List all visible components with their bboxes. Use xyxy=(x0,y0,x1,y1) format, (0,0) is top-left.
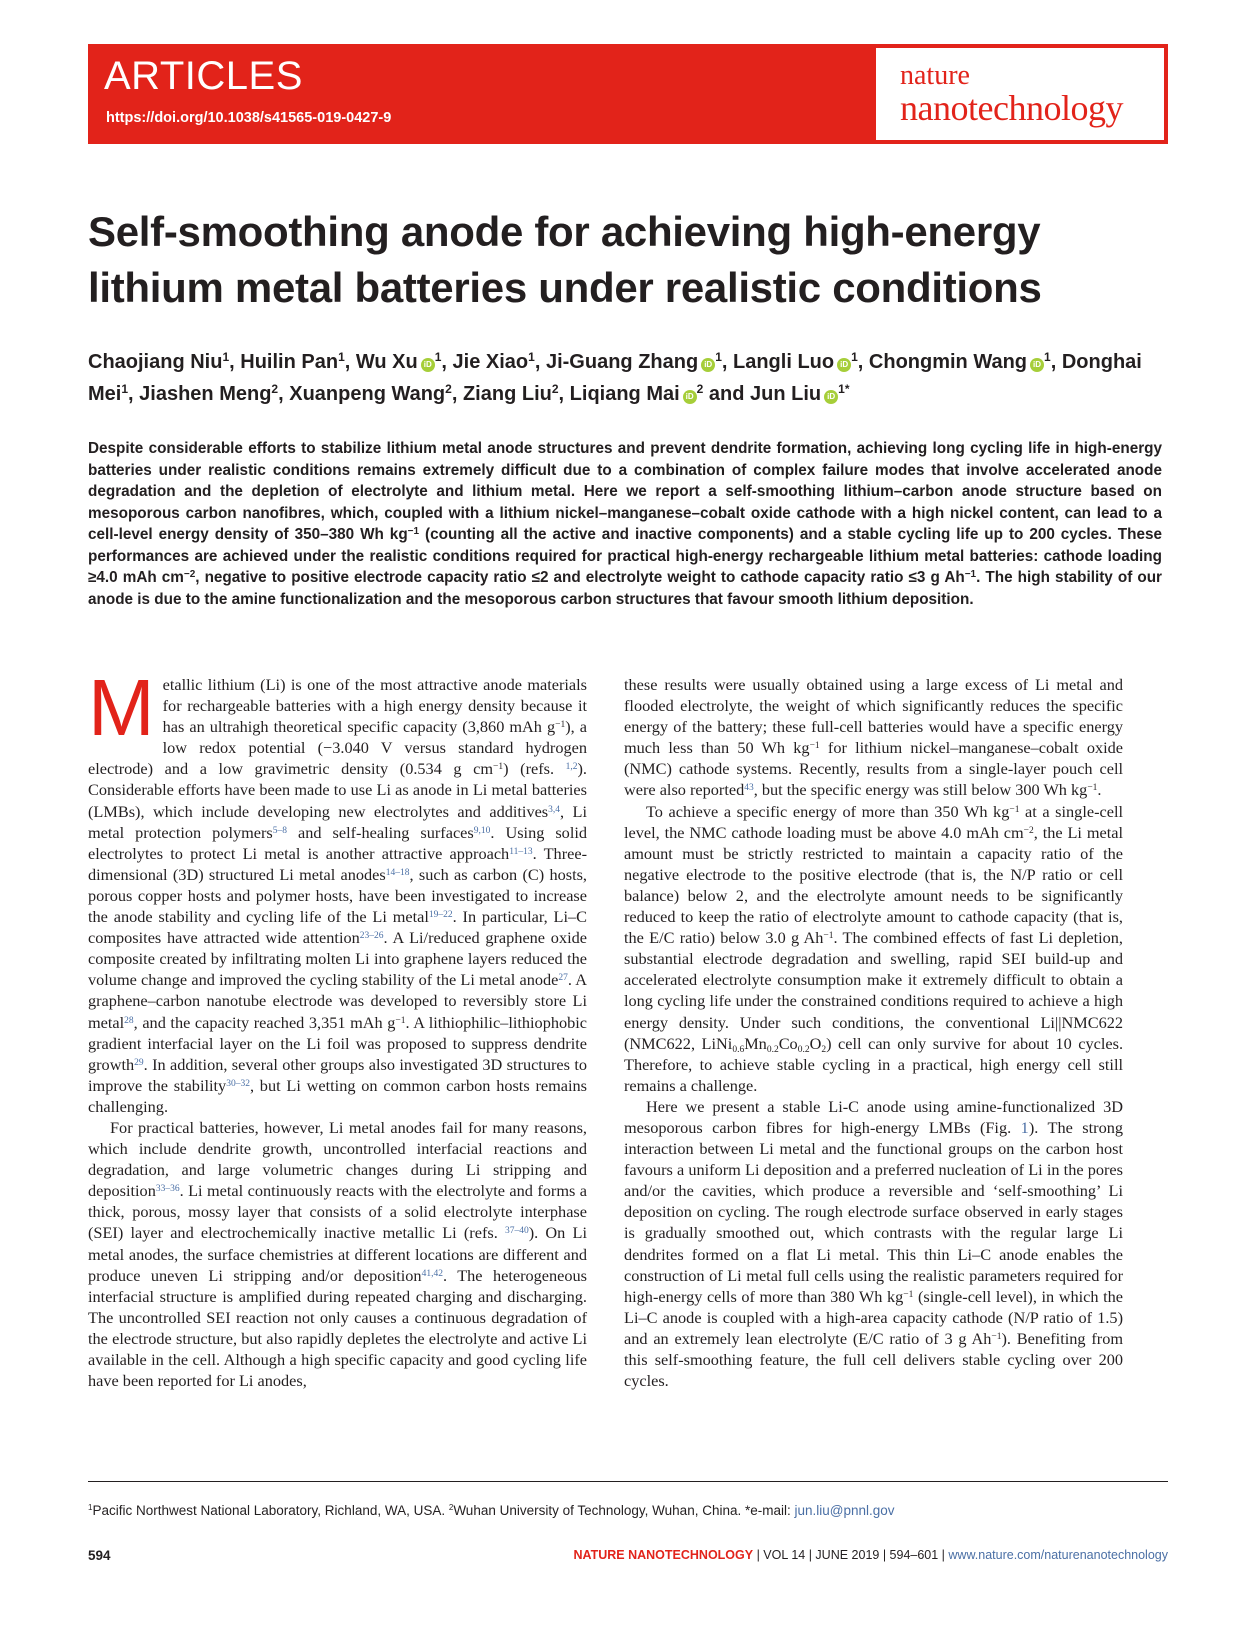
text-run: ) (refs. xyxy=(503,759,566,779)
text-run: , but Li wetting on common carbon hosts remains challenging. xyxy=(88,1075,587,1116)
author-name: Liqiang Mai xyxy=(569,383,680,405)
footnote-divider xyxy=(88,1481,1168,1482)
logo-line1: nature xyxy=(900,60,970,91)
affiliations-footnote xyxy=(88,1503,1168,1518)
drop-cap: M xyxy=(88,663,155,752)
author-affiliation-mark: 1 xyxy=(222,350,230,364)
text-run: and self-healing surfaces xyxy=(287,822,474,842)
superscript: −1 xyxy=(964,569,977,580)
text-run: for lithium nickel–manganese–cobalt oxide (NMC) cathode systems. Recently, results from a single-layer pouch cell were also reported xyxy=(624,738,1123,800)
orcid-icon[interactable]: iD xyxy=(421,358,435,372)
text-run: , but the specific energy was still below 300 Wh kg xyxy=(753,780,1088,800)
section-label: ARTICLES xyxy=(104,54,303,98)
author-separator: , xyxy=(534,351,546,373)
text-run: To achieve a specific energy of more than 350 Wh kg xyxy=(646,801,1010,821)
text-run: ). The strong interaction between Li metal and the functional groups on the carbon host favours a uniform Li deposition and a preferred nucleation of Li in the pores and/or the cavities, which produce a reversible and ‘self-smoothing’ Li deposition on cycling. The rough electrode surface observed in early stages is gradually smoothed out, which contrasts with the regular large Li dendrites formed on a flat Li metal. This thin Li–C anode enables the construction of Li metal full cells using the realistic parameters required for high-energy cells of more than 380 Wh kg xyxy=(624,1117,1124,1306)
author-name: Chongmin Wang xyxy=(868,351,1028,373)
superscript: −1 xyxy=(903,1289,914,1300)
superscript: −1 xyxy=(395,1015,406,1026)
author-name: Ziang Liu xyxy=(462,383,552,405)
citation-ref[interactable]: 3,4 xyxy=(548,804,561,815)
author-separator: and xyxy=(703,383,751,405)
author-affiliation-mark: 2 xyxy=(551,382,559,396)
author-name: Donghai Mei xyxy=(88,351,1142,405)
journal-name: NATURE NANOTECHNOLOGY xyxy=(573,1548,754,1562)
text-run: , negative to positive electrode capacity ratio ≤2 and electrolyte weight to cathode capacity ratio ≤3 g Ah xyxy=(195,569,965,586)
text-run: (single-cell level), in which the Li–C anode is coupled with a high-area capacity cathode (N/P ratio of 1.5) and an extremely lean electrolyte (E/C ratio of 3 g Ah xyxy=(624,1286,1124,1348)
text-run: Despite considerable efforts to stabilize lithium metal anode structures and prevent dendrite formation, achieving long cycling life in high-energy batteries under realistic conditions remains extremely difficult due to a combination of complex failure modes that involve accelerated anode degradation and the depletion of electrolyte and lithium metal. Here we report a self-smoothing lithium–carbon anode structure based on mesoporous carbon nanofibres, which, coupled with a lithium nickel–manganese–cobalt oxide cathode with a high nickel content, can lead to a cell-level energy density of 350–380 Wh kg xyxy=(88,440,1162,543)
text-run: ). Benefiting from this self-smoothing feature, the full cell delivers stable cycling over 200 cycles. xyxy=(624,1328,1123,1391)
aff2-text: Wuhan University of Technology, Wuhan, China. *e-mail: xyxy=(453,1503,795,1518)
citation-ref[interactable]: 14–18 xyxy=(385,867,410,878)
author-affiliation-mark: 1 xyxy=(715,350,722,364)
text-run: . The high stability of our anode is due to the amine functionalization and the mesoporous carbon structures that favour smooth lithium deposition. xyxy=(88,569,1162,608)
citation-ref[interactable]: 1,2 xyxy=(565,762,578,773)
author-separator: , xyxy=(229,351,241,373)
author-separator: , xyxy=(721,351,733,373)
text-run: Here we present a stable Li-C anode using amine-functionalized 3D mesoporous carbon fibres for high-energy LMBs (Fig. xyxy=(624,1096,1123,1137)
text-run: . xyxy=(1097,780,1102,800)
citation-ref[interactable]: 28 xyxy=(124,1015,134,1026)
text-run: ), a low redox potential (−3.040 V versus standard hydrogen electrode) and a low gravimetric density (0.534 g cm xyxy=(88,717,587,779)
orcid-icon[interactable]: iD xyxy=(837,358,851,372)
superscript: −1 xyxy=(823,931,834,942)
superscript: −1 xyxy=(809,741,820,752)
journal-url[interactable]: www.nature.com/naturenanotechnology xyxy=(948,1548,1168,1562)
figure-ref[interactable]: 1 xyxy=(1020,1117,1029,1137)
author-name: Xuanpeng Wang xyxy=(289,383,446,405)
orcid-icon[interactable]: iD xyxy=(1030,358,1044,372)
article-title: Self-smoothing anode for achieving high-energy lithium metal batteries under realistic conditions xyxy=(88,208,1042,311)
text-run: . The combined effects of fast Li depletion, substantial electrode degradation and swelling, rapid SEI build-up and accelerated electrolyte consumption make it extremely difficult to obtain a long cycling life under the constrained conditions required to achieve a high energy density. Under such conditions, the conventional Li||NMC622 (NMC622, LiNi xyxy=(624,928,1123,1053)
author-name: Jiashen Meng xyxy=(139,383,272,405)
author-name: Chaojiang Niu xyxy=(88,351,223,373)
page-number: 594 xyxy=(88,1548,111,1563)
author-separator: , xyxy=(278,383,290,405)
email-link[interactable]: jun.liu@pnnl.gov xyxy=(794,1503,895,1518)
author-affiliation-mark: 1 xyxy=(1044,350,1051,364)
subscript: 0.2 xyxy=(766,1044,779,1055)
text-run: . A graphene–carbon nanotube electrode was developed to reversibly store Li metal xyxy=(88,970,587,1032)
orcid-icon[interactable]: iD xyxy=(824,390,838,404)
text-run: , and the capacity reached 3,351 mAh g xyxy=(133,1012,396,1032)
text-run: ) cell can only survive for about 10 cycles. Therefore, to achieve stable cycling in a practical, high energy cell still remains a challenge. xyxy=(624,1033,1124,1095)
body-paragraph xyxy=(624,801,1123,1096)
text-run: Co xyxy=(778,1033,798,1053)
author-list xyxy=(88,346,1178,410)
superscript: −2 xyxy=(183,569,196,580)
author-affiliation-mark: 1* xyxy=(838,382,850,396)
author-affiliation-mark: 1 xyxy=(528,350,535,364)
subscript: 0.2 xyxy=(797,1044,810,1055)
citation-ref[interactable]: 41,42 xyxy=(421,1268,443,1279)
text-run: . In addition, several other groups also investigated 3D structures to improve the stability xyxy=(88,1054,587,1095)
author-separator: , xyxy=(451,383,463,405)
body-column-left xyxy=(88,663,588,1391)
author-affiliation-mark: 2 xyxy=(445,382,452,396)
text-run: . Using solid electrolytes to protect Li metal is another attractive approach xyxy=(88,822,588,863)
author-separator: , xyxy=(128,383,140,405)
abstract xyxy=(88,438,1162,610)
citation-ref[interactable]: 30–32 xyxy=(226,1078,250,1089)
citation-ref[interactable]: 33–36 xyxy=(155,1184,180,1195)
text-run: . Three-dimensional (3D) structured Li metal anodes xyxy=(88,843,587,884)
author-affiliation-mark: 2 xyxy=(696,382,704,396)
text-run: ). On Li metal anodes, the surface chemistries at different locations are different and produce uneven Li stripping and/or deposition xyxy=(88,1223,587,1285)
section-banner xyxy=(88,44,1168,144)
citation-ref[interactable]: 19–22 xyxy=(428,910,453,921)
author-separator: , xyxy=(344,351,356,373)
superscript: −1 xyxy=(991,1331,1002,1342)
text-run: at a single-cell level, the NMC cathode loading must be above 4.0 mAh cm xyxy=(624,801,1123,842)
aff1-mark: 1 xyxy=(88,1503,93,1512)
orcid-icon[interactable]: iD xyxy=(683,390,697,404)
author-affiliation-mark: 2 xyxy=(271,382,279,396)
text-run: O xyxy=(809,1033,822,1053)
author-name: Huilin Pan xyxy=(240,351,339,373)
text-run: these results were usually obtained using a large excess of Li metal and flooded electrolyte, the weight of which significantly reduces the specific energy of the battery; these full-cell batteries would have a specific energy much less than 50 Wh kg xyxy=(624,675,1123,758)
subscript: 2 xyxy=(821,1044,827,1055)
logo-line2: nanotechnology xyxy=(900,88,1123,128)
text-run: . In particular, Li–C composites have attracted wide attention xyxy=(88,907,587,948)
author-name: Jun Liu xyxy=(750,383,822,405)
citation-ref[interactable]: 37–40 xyxy=(504,1226,529,1237)
citation-ref[interactable]: 5–8 xyxy=(272,825,288,836)
text-run: . A lithiophilic–lithiophobic gradient interfacial layer on the Li foil was proposed to suppress dendrite growth xyxy=(88,1012,588,1074)
author-separator: , xyxy=(857,351,869,373)
author-name: Ji-Guang Zhang xyxy=(545,351,699,373)
text-run: . The heterogeneous interfacial structure is amplified during repeated charging and discharging. The uncontrolled SEI reaction not only causes a continuous degradation of the electrode structure, but also rapidly depletes the electrolyte and active Li available in the cell. Although a high specific capacity and good cycling life have been reported for Li anodes, xyxy=(88,1265,588,1391)
superscript: −1 xyxy=(407,526,420,537)
author-separator: , xyxy=(1050,351,1062,373)
text-run: (counting all the active and inactive components) and a stable cycling life up to 200 cycles. These performances are achieved under the realistic conditions required for practical high-energy rechargeable lithium metal batteries: cathode loading ≥4.0 mAh cm xyxy=(88,526,1162,586)
text-run: etallic lithium (Li) is one of the most attractive anode materials for rechargeable batteries with a high energy density because it has an ultrahigh theoretical specific capacity (3,860 mAh g xyxy=(162,675,587,737)
superscript: −1 xyxy=(1087,783,1098,794)
body-paragraph xyxy=(624,674,1123,801)
body-paragraph xyxy=(88,1117,587,1391)
citation-ref[interactable]: 23–26 xyxy=(359,931,384,942)
author-separator: , xyxy=(558,383,570,405)
author-affiliation-mark: 1 xyxy=(338,350,345,364)
text-run: . A Li/reduced graphene oxide composite created by infiltrating molten Li into graphene layers reduced the volume change and improved the cycling stability of the Li metal anode xyxy=(88,928,587,990)
body-paragraph xyxy=(624,1096,1123,1391)
citation-ref[interactable]: 11–13 xyxy=(509,846,533,857)
orcid-icon[interactable]: iD xyxy=(701,358,715,372)
author-name: Langli Luo xyxy=(733,351,835,373)
citation-info: | VOL 14 | JUNE 2019 | 594–601 | xyxy=(753,1548,949,1562)
body-column-right xyxy=(624,674,1123,1391)
author-affiliation-mark: 1 xyxy=(121,382,129,396)
author-name: Jie Xiao xyxy=(452,351,529,373)
superscript: −1 xyxy=(555,720,566,731)
text-run: , Li metal protection polymers xyxy=(88,801,587,842)
aff2-mark: 2 xyxy=(448,1503,454,1512)
superscript: −1 xyxy=(1009,804,1020,815)
citation-ref[interactable]: 27 xyxy=(558,973,568,984)
superscript: −2 xyxy=(1023,825,1034,836)
citation-ref[interactable]: 29 xyxy=(134,1057,144,1068)
citation-ref[interactable]: 43 xyxy=(744,783,754,794)
text-run: , the Li metal amount must be strictly restricted to maintain a capacity ratio of the negative electrode to the positive electrode (that is, the N/P ratio or cell balance) below 2, and the electrolyte amount needs to be significantly reduced to keep the ratio of electrolyte amount to cathode capacity (that is, the E/C ratio) below 3.0 g Ah xyxy=(624,822,1123,948)
citation-ref[interactable]: 9,10 xyxy=(473,825,491,836)
superscript: −1 xyxy=(493,762,504,773)
author-affiliation-mark: 1 xyxy=(851,350,858,364)
subscript: 0.6 xyxy=(732,1044,745,1055)
text-run: For practical batteries, however, Li metal anodes fail for many reasons, which include dendrite growth, uncontrolled interfacial reactions and degradation, and large volumetric changes during Li stripping and deposition xyxy=(88,1117,587,1201)
body-paragraph xyxy=(88,663,588,1117)
text-run: Mn xyxy=(744,1033,767,1053)
author-name: Wu Xu xyxy=(355,351,418,373)
journal-logo xyxy=(876,48,1164,140)
doi-link[interactable]: https://doi.org/10.1038/s41565-019-0427-9 xyxy=(106,110,392,126)
author-separator: , xyxy=(441,351,453,373)
journal-footer xyxy=(573,1548,1168,1562)
text-run: , such as carbon (C) hosts, porous copper hosts and polymer hosts, have been investigated to increase the anode stability and cycling life of the Li metal xyxy=(88,864,587,927)
aff1-text: Pacific Northwest National Laboratory, Richland, WA, USA. xyxy=(92,1503,449,1518)
author-affiliation-mark: 1 xyxy=(434,350,442,364)
text-run: . Li metal continuously reacts with the electrolyte and forms a thick, porous, mossy layer that consists of a solid electrolyte interphase (SEI) layer and electrochemically inactive metallic Li (refs. xyxy=(88,1181,587,1243)
text-run: ). Considerable efforts have been made to use Li as anode in Li metal batteries (LMBs), which include developing new electrolytes and additives xyxy=(88,759,587,821)
